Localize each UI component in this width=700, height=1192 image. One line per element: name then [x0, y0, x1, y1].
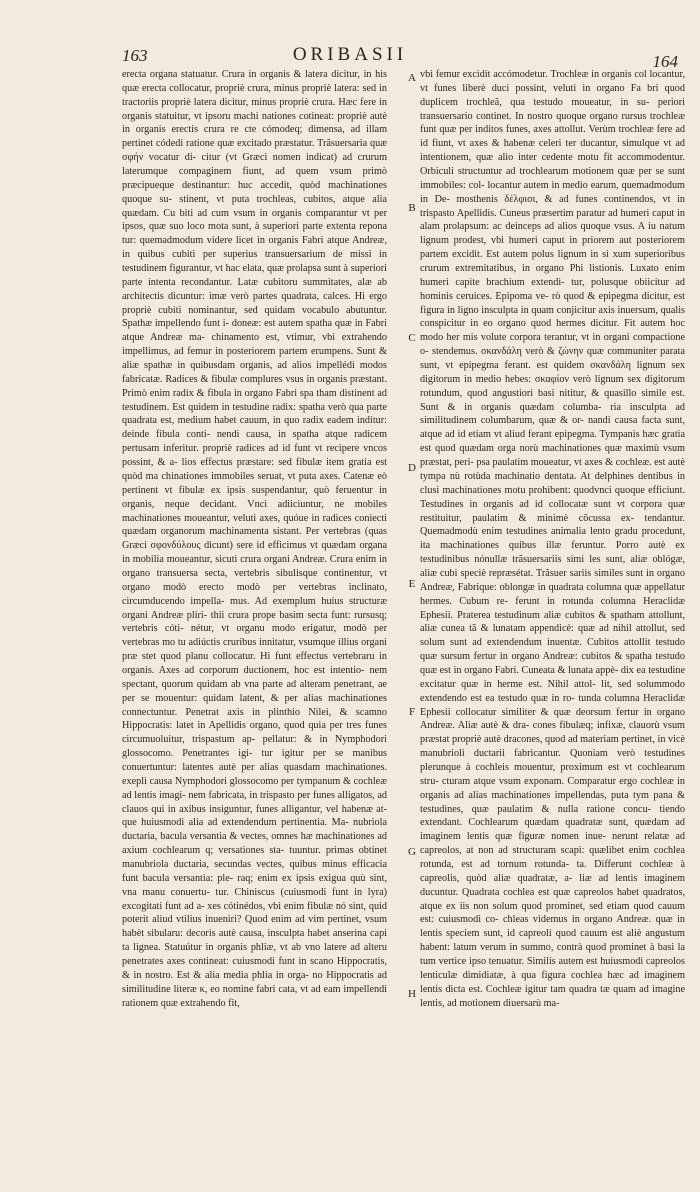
- right-column-text: vbi femur excidit accómodetur. Trochleæ in organis col locantur, vt funes liberè duci possint, veluti in organo Fa bri quod duplicem trochleã, qua testudo moueatur, in su- periori transuersario continet. In nostro quoque organo rursus trochleæ funt quæ per inditos funes, axes attollut. Verùm trochleæ fere ad id fiunt, vt axes & habenæ celeri ter ducantur, simulque vt ad intentionem, quæ alio inter cedente motu fit accommodentur. Orbiculi structuntur ad trochlearum motionem quæ per se sunt immobiles: col- locantur autem in medio earum, quemadmodum in De- mosthenis δέλφισι, & ad funes continendos, vt in trispasto Apellidis. Cuneus præsertim paratur ad humeri caput in alam prolapsum: ac deinceps ad alios quoque vsus. A iu natum lignum prodest, vbi humeri caput in priorem aut posteriorem partem excidit. Est autem polus lignum in si xum superioribus crurum extremitatibus, in organo Phi listionis. Luxato enim humeri capite brachium extendi- tur, polusque obiicitur ad hominis ceruices. Epipoma ve- rò quod & epipegma dicitur, est figura in ligno insculpta in quam conjicitur axis inuersum, qualis conspicitur in eo organo quod hermes dicitur. Fit autem hoc modo her mis volute corpora terantur, vt in organi compactione o- stendemus. σκανδάλη verò & ζώνην quæ communiter parata sunt, vt epipegma ferant. est quidem σκανδάλη lignum sex digitorum in medio hebes: σκαφίον verò lignum sex digitorum rotundum, quod angustiori basi nititur, & quasillo simile est. Sunt & in organis quædam columba- ria insculpta ad similitudinem columbarum, quæ & or- nandi causa facta sunt, atque ad id etiam vt aliud ferant epipegma. Tympanis hæc gratia est quod quædam orga norù machinationes quæ maximù vsum præstat, peri- psa paulatim moueatur, vt axes & cochleæ. est autè tympa nù rotùda machinatio dentata. At delphines dentibus in clusi machinationes motu prohibent: quodvnci quoque efficiunt. Testudines in organis ad id collocatæ sunt vt corpora quæ restituitur, paulatim & minimè cõcussa ex- tendantur. Quemadmodù enim testudines animalia lento gradu procedunt, ita machinationes quibus illæ feruntur. Porro autè ex testudinibus nónullæ trãsuersariis simi les sunt, aliæ oblógæ, aliæ cubi speciè repræsétat. Trãsuer sariis similes sunt in organo Andreæ, Fabrique: oblongæ in quadrata columna quæ appellatur hermes. Cubum re- ferunt in rotunda columna Heraclidæ Ephesii. Praterea testudinum aliæ cubitos & spatham attollunt, aliæ cunea tã & lunatam appendicè: quæ ad nihil attollut, sed solum sunt ad extendendum inuentæ. Cubitos attollit testudo quæ sursum fertur in organo Andreæ: cubitos & spatha testudo quæ est in organo Fabri. Cuneata & lunata appè- dix ea testudine excitatur quæ in herme est. Nihil attol- lit, sed solummodo extendendo est ea testudo quæ in ro- tunda columna Heraclidæ Ephesii collocatur similiter & quæ deorsum fertur in organo Andreæ. Aliæ autè & dra- cones fibulæq; infixæ, clauorù vsum præstat propriè autè dracones, quod ad materiam pertinet, in vicè manubrioli ductarii fabricantur. Quoniam verò testudines plerunque à cochleis mouentur, proximum est vt cochlearum stru- cturam atque vsum exponam. Comparatur ergo cochleæ in organis ad alias machinationes impellendas, puta tym pana & testudines, quæ paulatim & nulla ratione concu- tiendo extendant. Cochlearum quædam quadratæ sunt, quædam ad imaginem lentis quæ figuræ nomen inue- nerunt relatæ ad capreolos, at non ad structuram scapi: quælibet enim cochlea rotunda, est ad tornum rotunda- ta. Differunt cochleæ à capreolis, quòd aliæ quadratæ, a- liæ ad lentis imaginem ducuntur. Quadrata cochlea est quæ capreolos habet quadratos, atque ex iis non solum quod prominet, sed etiam quod cauum est: cuiusmodi co- chleas videmus in organo Andreæ. quæ in lentis speciem sunt, id capreoli quod cauum est aliè angustum habent: latum verum in summo, contrà quod prominet à basi la tum vertice ipso tenuatur. Similis autem est huiusmodi capreolos lenticulæ dimidiatæ, à qua figura cochlea hæc ad imaginem lentis dicta est. Cochleæ igitur tam quadra tæ quam ad imagine lentis, ad motionem diuersarù ma-: [420, 69, 685, 1009]
- book-title: ORIBASII: [292, 44, 408, 65]
- right-page-number: 164: [652, 52, 678, 71]
- section-marker-d: D: [408, 462, 416, 474]
- section-marker-e: E: [408, 578, 416, 590]
- right-text-column: [420, 68, 685, 1068]
- left-text-column: [122, 68, 387, 1068]
- section-marker-f: F: [408, 706, 416, 718]
- left-page-number: 163: [122, 46, 148, 65]
- section-marker-b: B: [408, 202, 416, 214]
- left-column-text: erecta organa statuatur. Crura in organis & latera dicitur, in his quæ erecta collocatur, propriè crura, minus propriè latera: sed in tractoriis propriè latera dicitur, minus propriè crura. Hæc fere in organis statuitur, vt ipsoru machi nationes cotineat: propriè autè in organis erectis crura re cte cómodeq; dimensa, ad illam pertinet códedi ratione quæ excitado præstatur. Trãsuersaria quæ σφήν vocatur di- citur (vt Græci nomen indicat) ad crurum laterumque compaginem fiunt, ad quem vsum primò præcipueque destinantur: huc accedit, quòd machinationes quoque su- stinent, vt puta trochleas, cubitos, atque alia quædam. Cu biti ad cum vsum in organis comparantur vt per ipsos, quæ suo loco mota sunt, à superiori parte extenta repona tur: quemadmodum videre licet in organis Fabri atque Andreæ, in quibus cubiti per superius transuersarium de missi in testudinem figurantur, vt hac elata, quæ prolapsa sunt à superiori parte intenta recondantur. Latæ cubitoru summitates, alæ ab architectis dicuntur: imæ verò partes quadrata, calces. Hi ergo propriè cubiti nominantur, sed quidam vocabulo abutuntur. Spathæ impellendo funt i- doneæ: est autem spatha quæ in Fabri atque Andreæ ma- chinamento est, vtimur, vbi extrahendo impellimus, ad femur in posteriorem partem erumpens. Sunt & aliæ spathæ in quibusdam organis, ad alios impellédi modos fabricatæ. Radices & fibulæ complures vsus in organis præstant. Primò enim radix & fibula in organo Fabri spa tham distinent ad testudinem. Est quidem in testudine radix: spatha verò qua parte quadrata est, medium habet cauum, in quo radix eadem inditur: deinde fibula conti- nendi causa, in spatha atque radicem pertusam inferitur. propriè radices ad id funt vt recipere vncos possint, & a- lios effectus præstare: sed fibulæ item gratia est quòd ma chinationes immobiles seruat, vt puta axes. Catenæ eò pertinent vt fibulæ ex ipsis suspendantur, quò feruentur in organis, neque decidant. Vnci adiiciuntur, ne mobiles machinationes moueantur, veluti axes, quóue in radices coniecti quædam organorum machinamenta sistant. Per vertebras (quas Græci σφονδύλους dicunt) sere id efficimus vt quædam organa in mobilia moueantur, sicuti crura organi Andreæ. Crura enim in organo transuersa secta, vertebris sibulisque continentur, vt organo modò erecto modò per vertebras inclinato, circumducendo impella- mus. Ad exemplum huius structuræ organi Andreæ pliri- thii crura prope basim secta funt: rursusq; vertebris cóti- nétur, vt organu modo erigatur, modò per vertebras mo tu adiúctis cruribus innitatur, vsumque illius organi præ stet quod planu collocatur. Hi funt effectus vertebraru in organis. Axes ad corporum ductionem, hoc est intentio- nem spectant, quorum quidam ab vna parte ad alteram penetrant, ae per se mouentur: quidam latent, & per alias machinationes connectuntur. Penetrat axis in plinthio Nilei, & scamno Hippocratis: latet in Apellidis organo, quod quia per tres funes circumuoluitur, trispastum ap- pellatur: & in Nymphodori glossocomo. Penetrantes igi- tur igitur per se manibus conuertuntur: latentes autè per alias quasdam machinationes. exepli causa Nymphodori glossocomo per tympanum & cochleæ ad lentis imagi- nem fabricata, in trispasto per funes alligatos, ad clauos qui in axibus insiguntur, funes alligantur, vel habenæ at- que huiusmodi alia ad extendendum pertinentia. Ma- nubriola ductaria, bacula versantia & vectes, omnes hæ machinationes ad axium cochlearum q; versationes sta- tuuntur. primas obtinet manubriola ductaria, secundas vectes, quibus minus efficacia funt bacula versantia: ple- raq; enim ex ipsis exigua quù sint, vna manu conuertu- tur. Chiniscus (cuiusmodi funt in lyra) excogitati funt ad a- xes cótinédos, vbi enim fibulæ nó sint, quid poterit aliud vtilius inueniri? Quod enim ad vim pertinet, vsum habèt sibularu: decoris autè causa, insculpta habet anserina capi ta lignea. Statuútur in organis phliæ, vt ab vno latere ad alteru penetrates axes contineat: cuiusmodi funt in scano Hippocratis, & in nostro. Est & alia media phlia in orga- no Hippocratis ad similitudine literæ κ, eo nomine fabri cata, vt ad eam impellendi rationem quæ extrahendo fit,: [122, 69, 387, 1009]
- section-marker-c: C: [408, 332, 416, 344]
- section-marker-a: A: [408, 72, 416, 84]
- running-head: [0, 40, 700, 71]
- section-marker-g: G: [408, 846, 416, 858]
- section-marker-h: H: [408, 988, 416, 1000]
